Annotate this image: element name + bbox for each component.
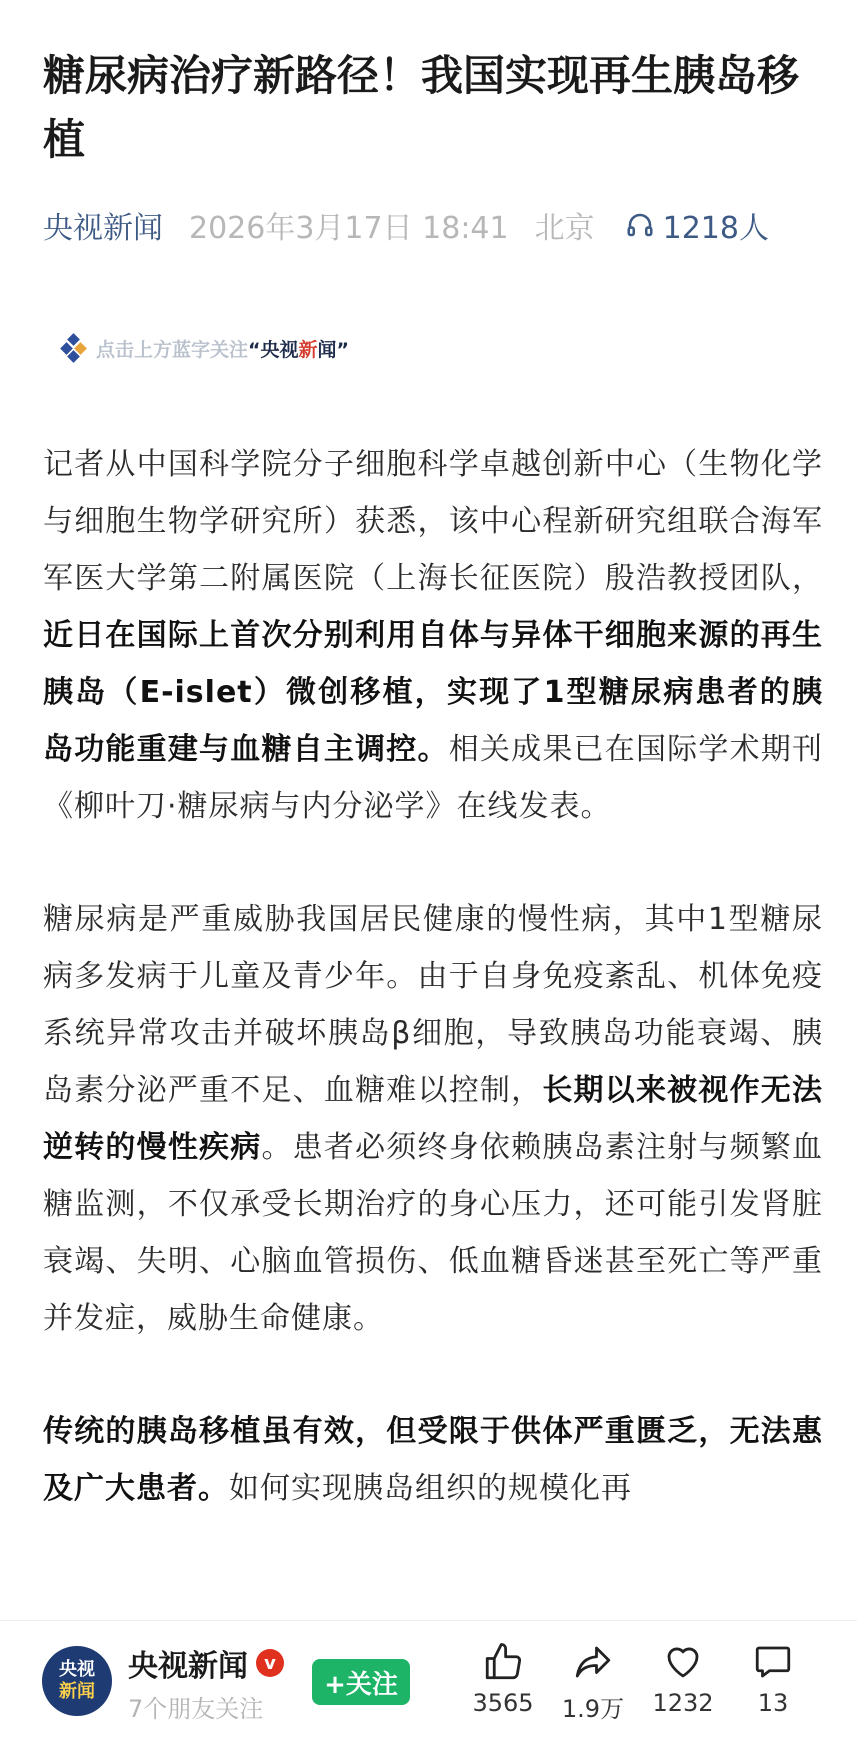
body-text: 糖尿病是严重威胁我国居民健康的慢性病，其中1型糖尿病多发病于儿童及青少年。由于自身免疫紊乱、机体免疫系统异常攻击并破坏胰岛β细胞，导致胰岛功能衰竭、胰岛素分泌严重不足、血糖难以控制， (43, 902, 823, 1108)
article-body (43, 436, 823, 1573)
article-paragraph (43, 891, 823, 1347)
listener-count: 1218人 (662, 211, 769, 246)
share-count: 1.9万 (561, 1695, 625, 1723)
banner-text: 点击上方蓝字关注 (96, 338, 249, 361)
article-paragraph (43, 436, 823, 835)
bold-text: 传统的胰岛移植虽有效，但受限于供体严重匮乏，无法惠及广大患者。 (43, 1414, 823, 1506)
comment-icon (752, 1641, 794, 1683)
friends-following: 7个朋友关注 (128, 1695, 264, 1723)
follow-banner[interactable] (60, 328, 349, 368)
diamond-logo-icon (60, 333, 90, 363)
verified-badge-icon: v (256, 1649, 284, 1677)
heart-icon (662, 1641, 704, 1683)
body-text: 如何实现胰岛组织的规模化再 (229, 1471, 632, 1506)
article-paragraph (43, 1403, 823, 1517)
account-name[interactable]: 央视新闻 v (128, 1641, 284, 1685)
article-title: 糖尿病治疗新路径！我国实现再生胰岛移植 (43, 51, 800, 164)
avatar[interactable]: 央视 新闻 (42, 1646, 112, 1716)
like-count: 3565 (472, 1689, 534, 1717)
article-meta (43, 200, 769, 250)
bold-text: 近日在国际上首次分别利用自体与异体干细胞来源的再生胰岛（E-islet）微创移植，实现了1型糖尿病患者的胰岛功能重建与血糖自主调控。 (43, 618, 823, 767)
share-icon (572, 1641, 614, 1683)
favorite-button[interactable] (638, 1641, 728, 1717)
follow-button[interactable]: +关注 (312, 1659, 410, 1705)
share-button[interactable] (548, 1641, 638, 1724)
location: 北京 (534, 211, 595, 246)
comment-button[interactable] (728, 1641, 818, 1717)
headphones-icon (625, 210, 655, 240)
banner-brand: “央视新闻” (248, 338, 350, 361)
listen-button[interactable] (625, 203, 769, 247)
thumbs-up-icon (482, 1641, 524, 1683)
comment-count: 13 (757, 1689, 789, 1717)
body-text: 相关成果已在国际学术期刊《柳叶刀·糖尿病与内分泌学》在线发表。 (43, 732, 824, 824)
like-button[interactable] (458, 1641, 548, 1717)
source-link[interactable]: 央视新闻 (43, 211, 163, 246)
publish-datetime: 2026年3月17日 18:41 (189, 211, 509, 246)
favorite-count: 1232 (652, 1689, 714, 1717)
bold-text: 长期以来被视作无法逆转的慢性疾病 (43, 1073, 824, 1165)
bottom-bar (0, 1620, 857, 1741)
body-text: 。患者必须终身依赖胰岛素注射与频繁血糖监测，不仅承受长期治疗的身心压力，还可能引发肾脏衰竭、失明、心脑血管损伤、低血糖昏迷甚至死亡等严重并发症，威胁生命健康。 (43, 1130, 824, 1336)
body-text: 记者从中国科学院分子细胞科学卓越创新中心（生物化学与细胞生物学研究所）获悉，该中心程新研究组联合海军军医大学第二附属医院（上海长征医院）殷浩教授团队， (43, 447, 823, 596)
